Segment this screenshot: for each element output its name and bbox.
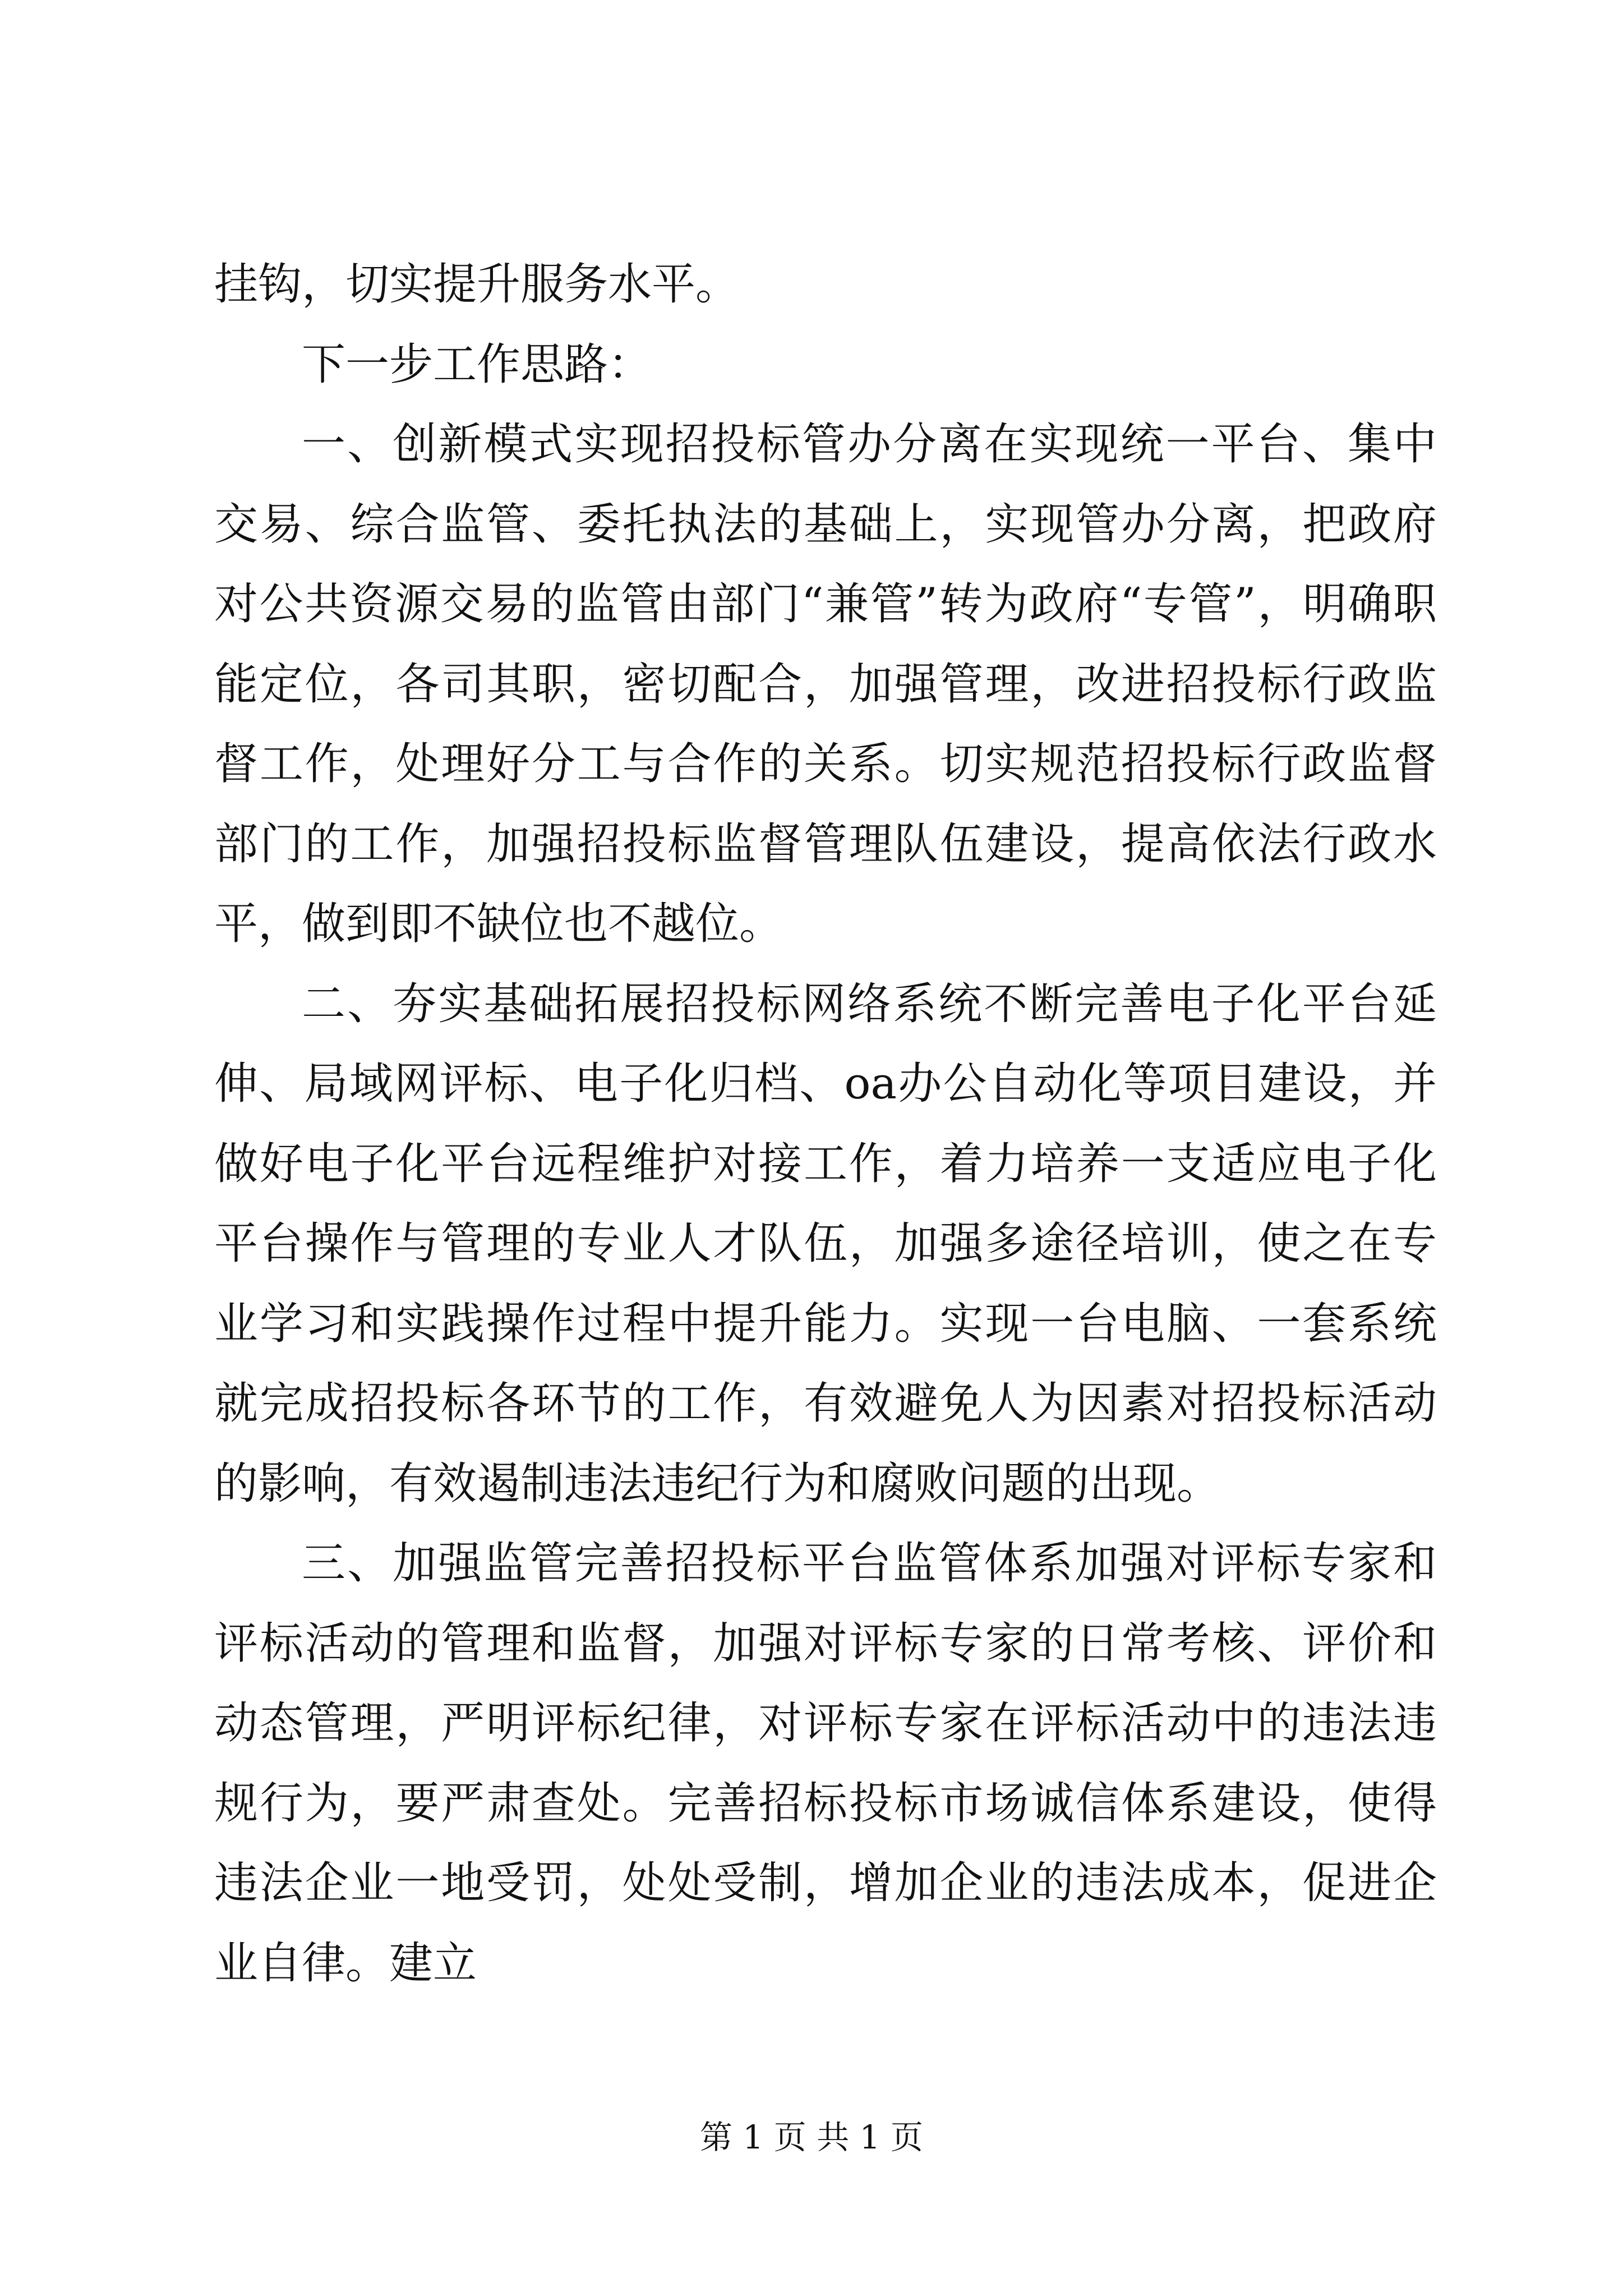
paragraph-section-two: 二、夯实基础拓展招投标网络系统不断完善电子化平台延伸、局域网评标、电子化归档、oa办公自动化等项目建设，并做好电子化平台远程维护对接工作，着力培养一支适应电子化平台操作与管理的专业人才队伍，加强多途径培训，使之在专业学习和实践操作过程中提升能力。实现一台电脑、一套系统就完成招投标各环节的工作，有效避免人为因素对招投标活动的影响，有效遏制违法违纪行为和腐败问题的出现。 <box>214 978 1437 1509</box>
paragraph-continuation: 挂钩，切实提升服务水平。 <box>214 259 740 310</box>
paragraph-next-steps-heading: 下一步工作思路： <box>302 339 652 390</box>
paragraph-section-three: 三、加强监管完善招投标平台监管体系加强对评标专家和评标活动的管理和监督，加强对评标专家的日常考核、评价和动态管理，严明评标纪律，对评标专家在评标活动中的违法违规行为，要严肃查处。完善招标投标市场诚信体系建设，使得违法企业一地受罚，处处受制，增加企业的违法成本，促进企业自律。建立 <box>214 1538 1437 1989</box>
paragraph-section-one: 一、创新模式实现招投标管办分离在实现统一平台、集中交易、综合监管、委托执法的基础上，实现管办分离，把政府对公共资源交易的监管由部门“兼管”转为政府“专管”，明确职能定位，各司其职，密切配合，加强管理，改进招投标行政监督工作，处理好分工与合作的关系。切实规范招投标行政监督部门的工作，加强招投标监督管理队伍建设，提高依法行政水平，做到即不缺位也不越位。 <box>214 419 1437 949</box>
page-footer: 第 1 页 共 1 页 <box>700 2118 923 2156</box>
document-body <box>214 245 1437 2003</box>
